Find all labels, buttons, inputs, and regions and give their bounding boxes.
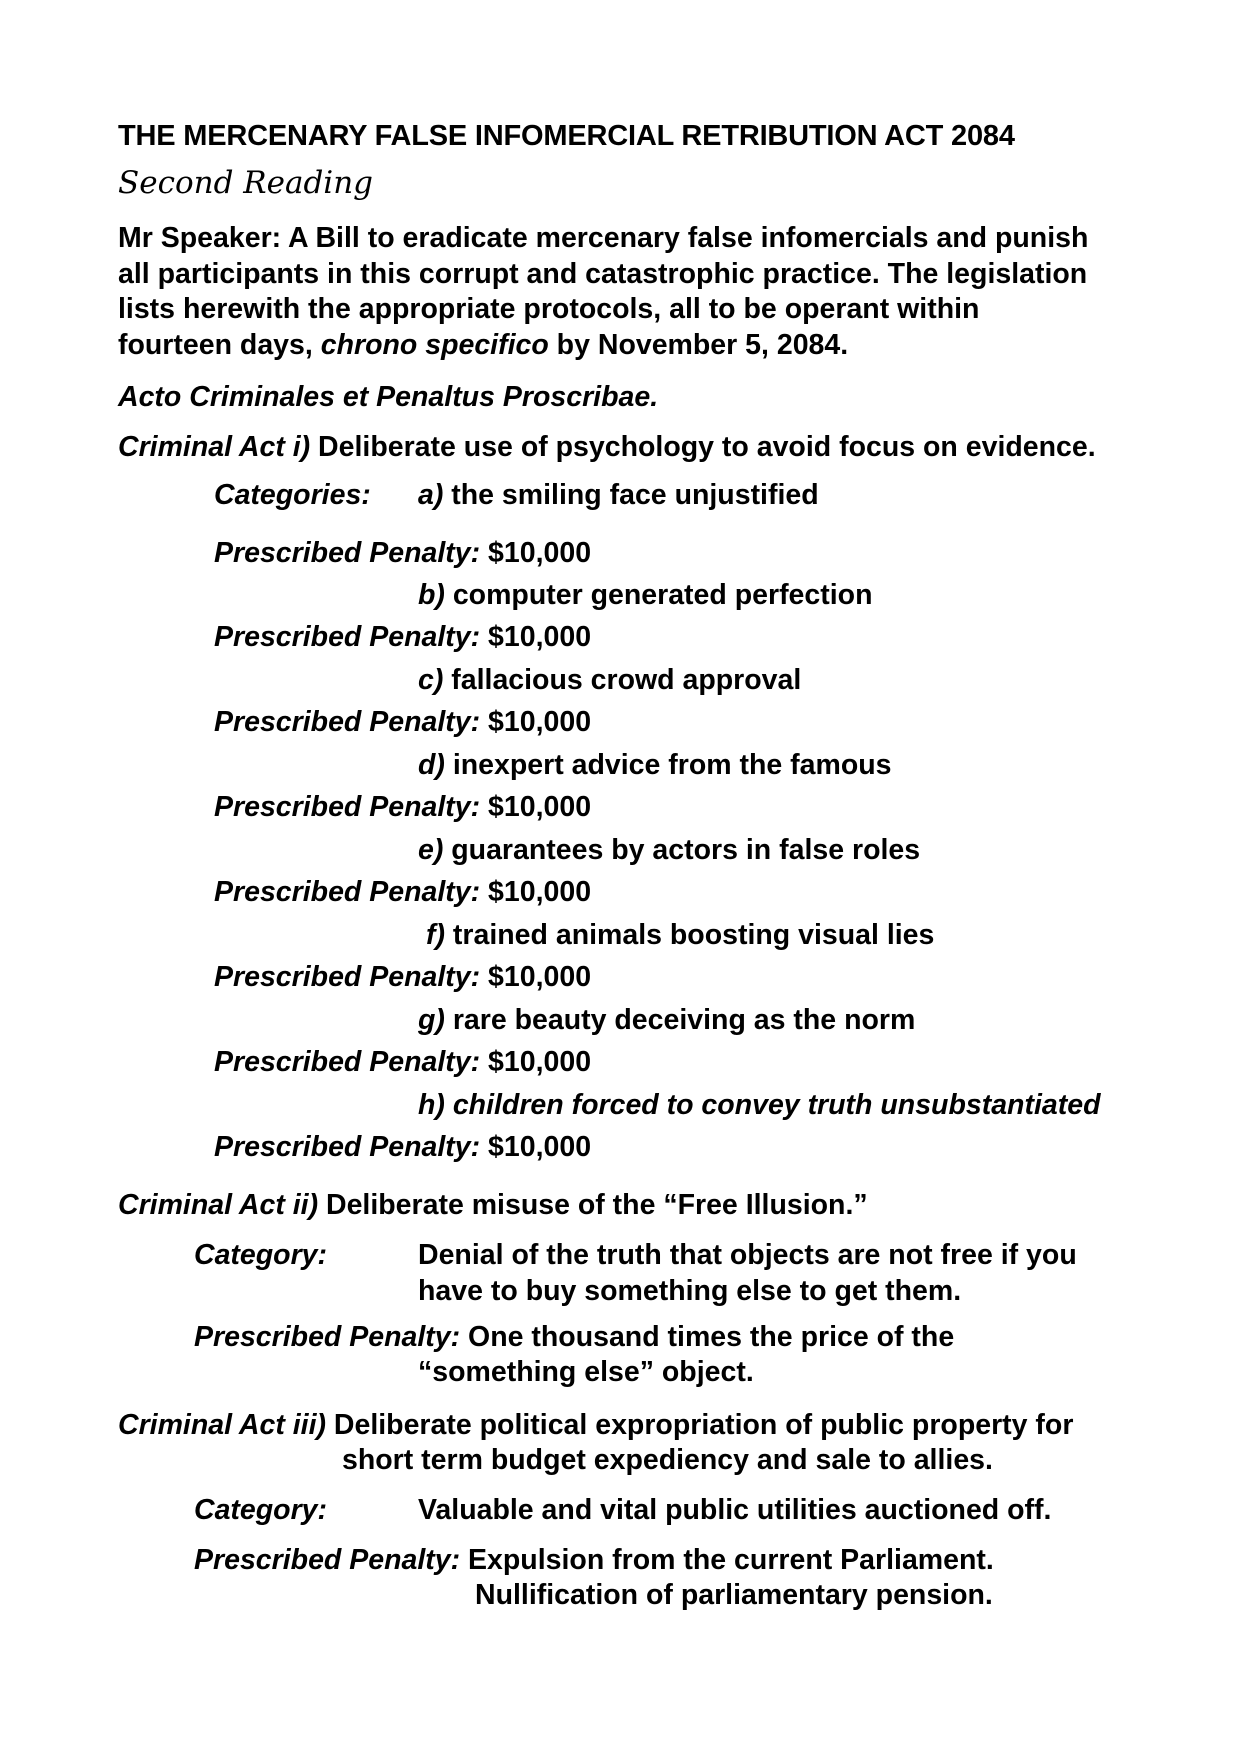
section-heading: Acto Criminales et Penaltus Proscribae. [118, 381, 659, 413]
penalty-line: Prescribed Penalty: $10,000 [214, 1131, 592, 1163]
act-label: Criminal Act iii) [118, 1409, 326, 1441]
category-item: b) computer generated perfection [418, 579, 873, 611]
penalty-continuation: Nullification of parliamentary pension. [475, 1579, 993, 1611]
category-item: c) fallacious crowd approval [418, 664, 802, 696]
category-text: Valuable and vital public utilities auctioned off. [418, 1494, 1052, 1526]
act-description: Deliberate use of psychology to avoid focus on evidence. [310, 431, 1096, 463]
penalty-line: Prescribed Penalty: One thousand times the price of the [194, 1321, 955, 1353]
category-item: a) the smiling face unjustified [418, 479, 819, 511]
category-text: Denial of the truth that objects are not free if you have to buy something else to get them. [418, 1239, 1077, 1307]
intro-paragraph [118, 221, 1088, 363]
penalty-line: Prescribed Penalty: $10,000 [214, 537, 592, 569]
penalty-line: Prescribed Penalty: $10,000 [214, 876, 592, 908]
intro-line: Mr Speaker: A Bill to eradicate mercenary false infomercials and punish [118, 222, 1089, 254]
category-item: f) trained animals boosting visual lies [426, 919, 935, 951]
criminal-act-1 [118, 430, 1096, 466]
penalty-continuation: “something else” object. [418, 1356, 754, 1388]
act-label: Criminal Act ii) [118, 1189, 319, 1221]
act-description: Deliberate political expropriation of public property for [325, 1409, 1074, 1441]
penalty-line: Prescribed Penalty: $10,000 [214, 791, 592, 823]
penalty-line: Prescribed Penalty: $10,000 [214, 621, 592, 653]
criminal-act-3 [118, 1408, 1073, 1444]
act-description: Deliberate misuse of the “Free Illusion.” [318, 1189, 868, 1221]
act-description-continuation: short term budget expediency and sale to allies. [342, 1444, 993, 1476]
act-title: THE MERCENARY FALSE INFOMERCIAL RETRIBUTION ACT 2084 [118, 120, 1015, 152]
category-item: e) guarantees by actors in false roles [418, 834, 921, 866]
category-item: d) inexpert advice from the famous [418, 749, 892, 781]
penalty-line: Prescribed Penalty: $10,000 [214, 706, 592, 738]
act-label: Criminal Act i) [118, 431, 311, 463]
categories-label: Categories: [214, 479, 371, 511]
penalty-line: Prescribed Penalty: $10,000 [214, 961, 592, 993]
reading-subtitle: Second Reading [118, 165, 374, 201]
intro-line: fourteen days, chrono specifico by November 5, 2084. [118, 328, 849, 361]
category-label: Category: [194, 1494, 328, 1526]
category-item: g) rare beauty deceiving as the norm [418, 1004, 916, 1036]
penalty-line: Prescribed Penalty: $10,000 [214, 1046, 592, 1078]
criminal-act-2 [118, 1188, 868, 1224]
penalty-line: Prescribed Penalty: Expulsion from the current Parliament. [194, 1544, 994, 1576]
intro-line: lists herewith the appropriate protocols, all to be operant within [118, 293, 980, 325]
category-label: Category: [194, 1239, 328, 1271]
intro-line: all participants in this corrupt and catastrophic practice. The legislation [118, 257, 1088, 290]
category-item: h) children forced to convey truth unsubstantiated [418, 1089, 1101, 1121]
